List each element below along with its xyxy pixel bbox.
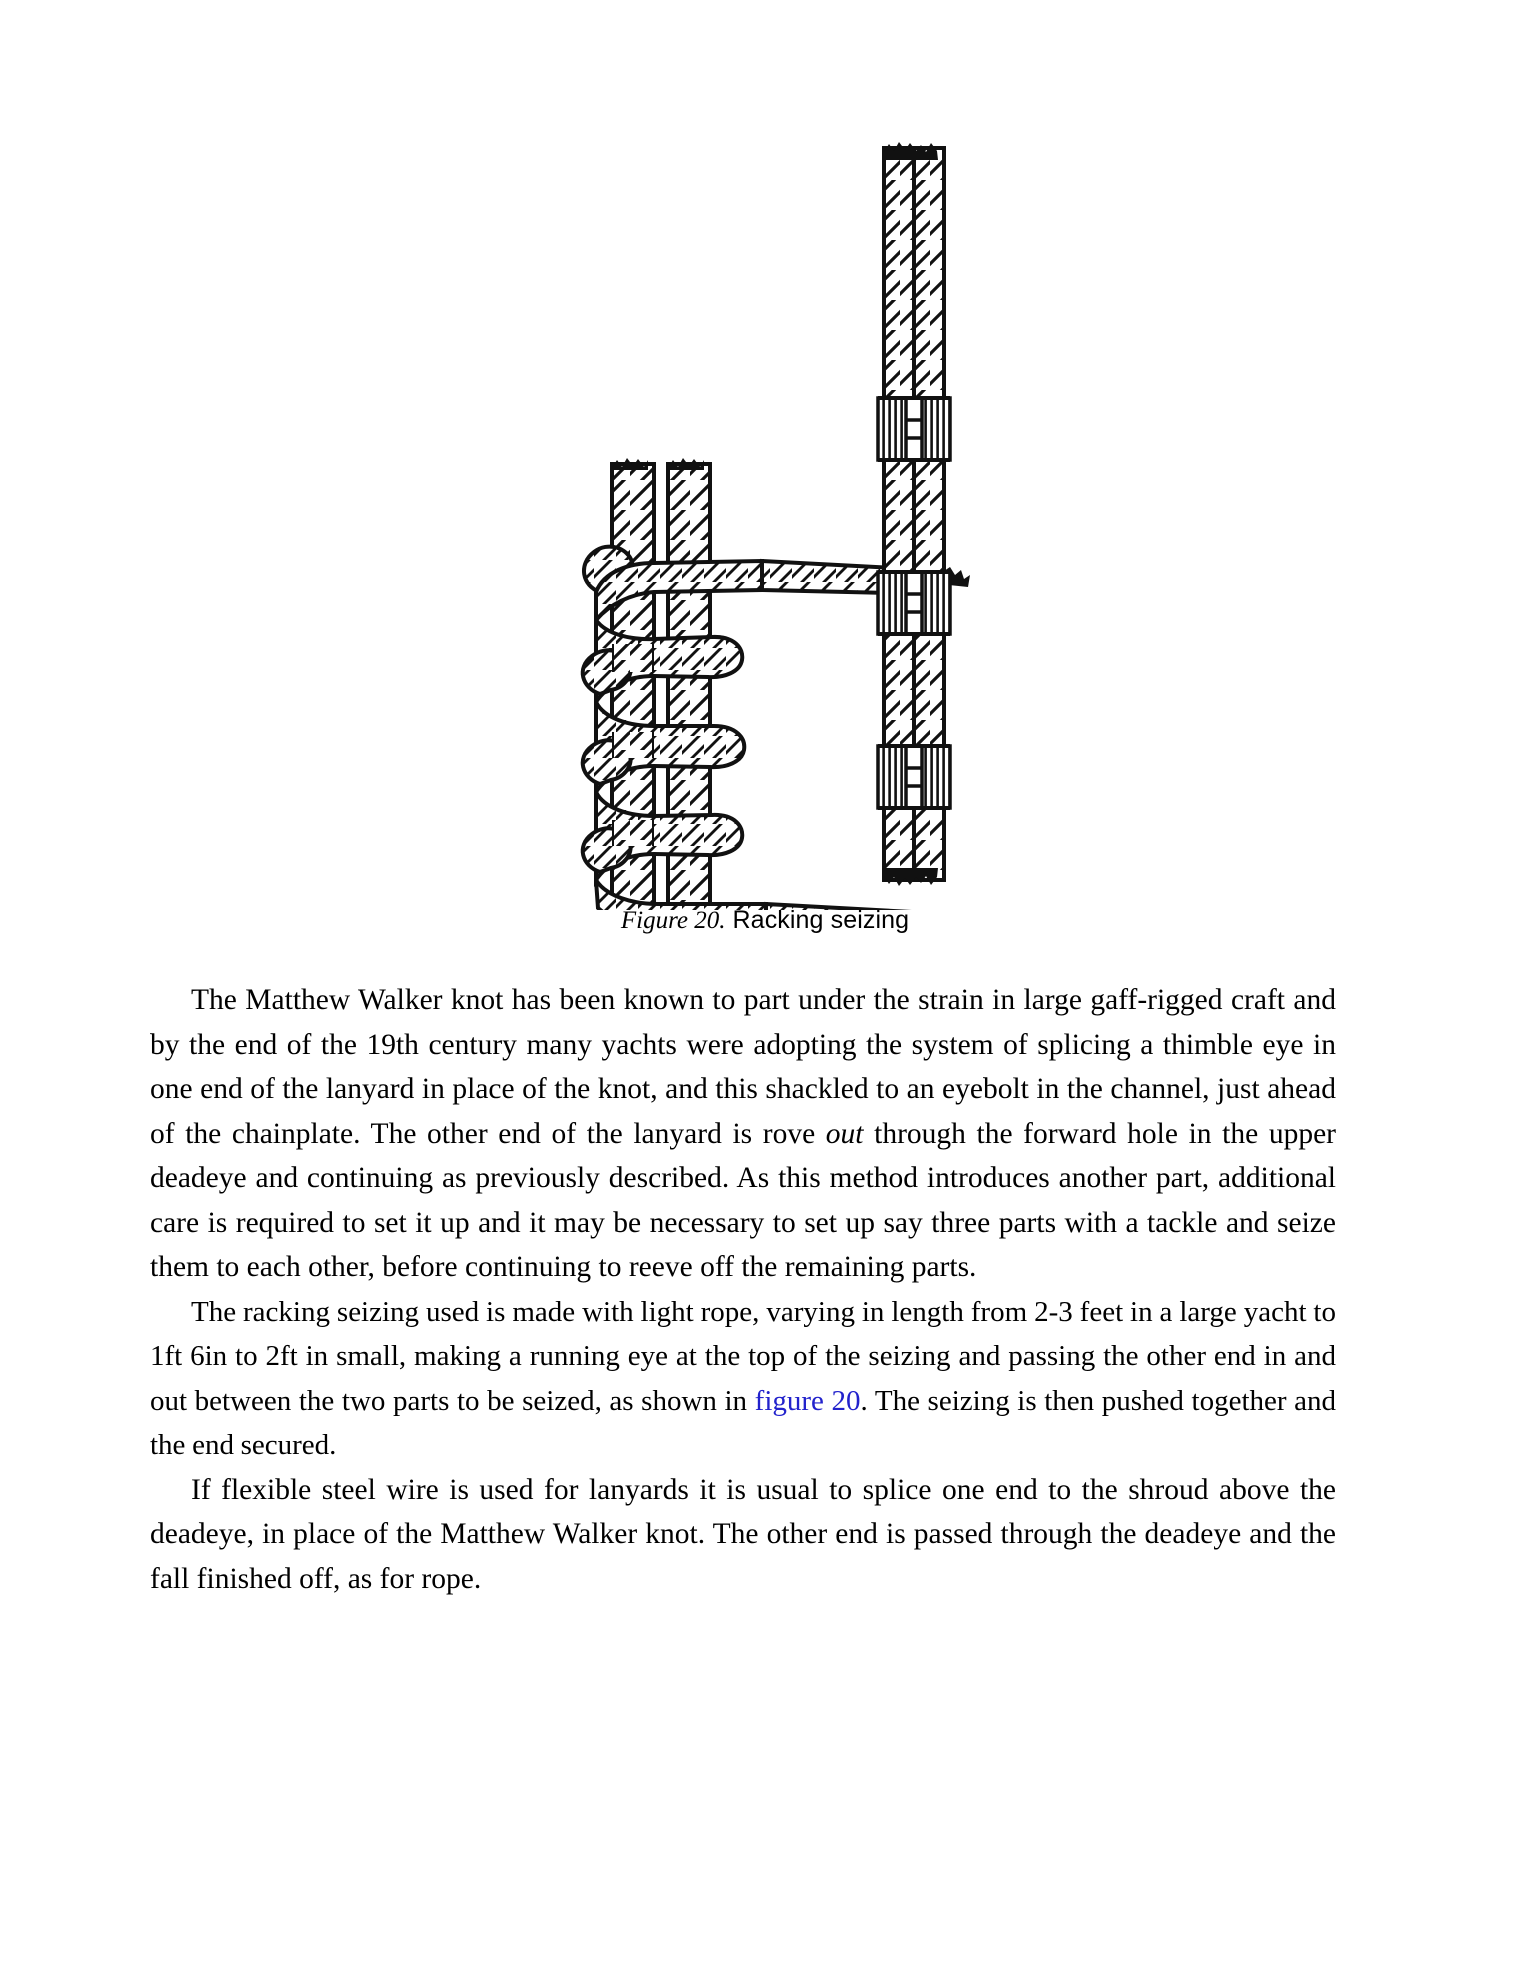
p2-run-1: The racking seizing used is made with light rope, varying in length from 2-3 feet in a large yacht to 1ft 6in to 2ft in small, making a running eye at the top of the seizing and passing the other end in and out between the two parts to be seized, as shown in [150, 1295, 1336, 1417]
finished-seizing-band [878, 398, 950, 808]
racking-seizing-illustration [0, 120, 1530, 910]
paragraph-2 [150, 1290, 1336, 1468]
figure-caption-title: Racking seizing [732, 906, 910, 934]
p1-run-1: The Matthew Walker knot has been known to part under the strain in large gaff-rigged craft and by the end of the 19th century many yachts were adopting the system of splicing a thimble eye in one end of the lanyard in place of the knot, and this shackled to an eyebolt in the channel, just ahead of the chainplate. The other end of the lanyard is rove [150, 984, 1336, 1150]
paragraph-1 [150, 978, 1336, 1290]
figure-caption [0, 905, 1530, 936]
figure-20-block [0, 120, 1530, 934]
body-text-column [150, 978, 1336, 1601]
p1-emphasis-out: out [825, 1117, 864, 1150]
p3-run-1: If flexible steel wire is used for lanyards it is usual to splice one end to the shroud above the deadeye, in place of the Matthew Walker knot. The other end is passed through the deadeye and the fall finished off, as for rope. [150, 1473, 1336, 1595]
p1-run-3: through the forward hole in the upper deadeye and continuing as previously described. As this method introduces another part, additional care is required to set it up and it may be necessary to set up say three parts with a tackle and seize them to each other, before continuing to reeve off the remaining parts. [150, 1117, 1337, 1283]
right-diagram-group [878, 142, 950, 886]
paragraph-3 [150, 1468, 1336, 1602]
figure-caption-number: Figure 20. [620, 907, 726, 934]
figure-20-link[interactable]: figure 20 [754, 1384, 861, 1417]
p2-run-3: . The seizing is then pushed together and the end secured. [150, 1384, 1337, 1461]
